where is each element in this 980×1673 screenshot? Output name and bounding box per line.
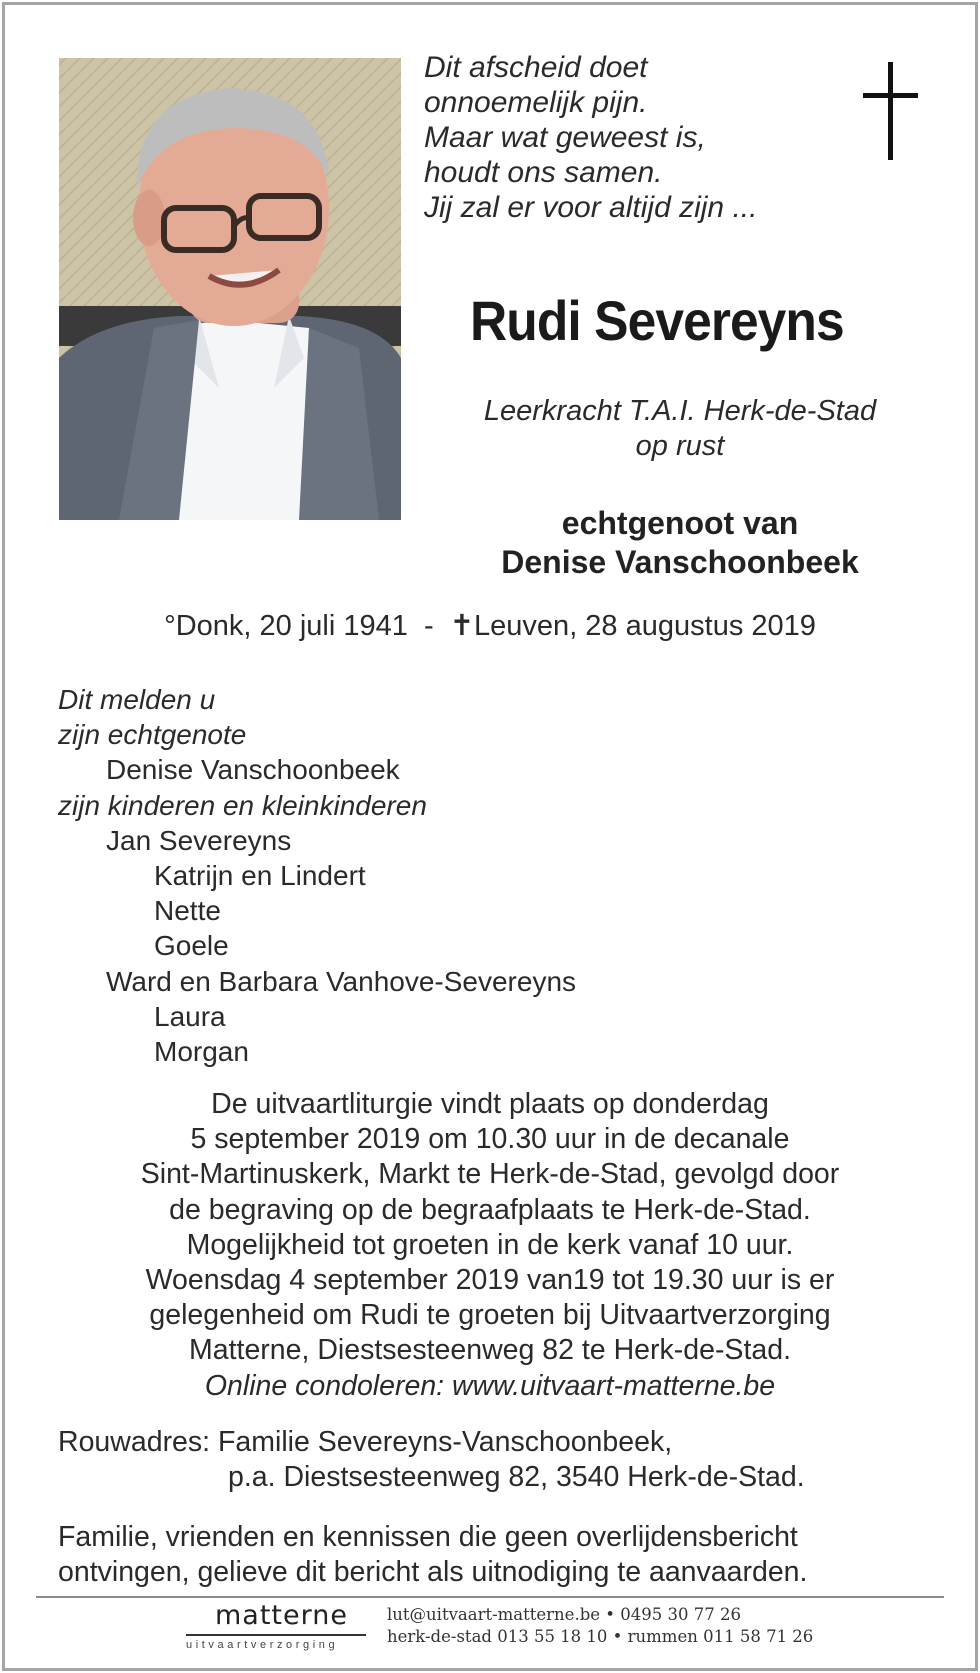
address-line: Rouwadres: Familie Severeyns-Vanschoonbeek,: [58, 1426, 673, 1458]
poem-line: Dit afscheid doet: [424, 51, 648, 84]
birth-death-dates: °Donk, 20 juli 1941 - ✝Leuven, 28 augustus 2019: [164, 610, 816, 642]
logo-subtitle: uitvaartverzorging: [186, 1639, 339, 1651]
family-member: Jan Severeyns: [106, 824, 292, 856]
poem: [424, 50, 757, 225]
funeral-line: Woensdag 4 september 2019 van19 tot 19.30 uur is er: [145, 1264, 835, 1297]
contact-line: herk-de-stad 013 55 18 10 • rummen 011 58 71 26: [387, 1627, 814, 1646]
contact-line: lut@uitvaart-matterne.be • 0495 30 77 26: [387, 1605, 741, 1624]
logo-underline: [186, 1634, 366, 1636]
occupation-line: op rust: [635, 430, 725, 462]
cross-icon: [862, 62, 922, 162]
family-member: Goele: [154, 930, 229, 962]
spouse: [420, 504, 940, 582]
family-member: zijn kinderen en kleinkinderen: [58, 789, 427, 821]
notice-line: Familie, vrienden en kennissen die geen overlijdensbericht: [58, 1521, 798, 1553]
poem-line: houdt ons samen.: [424, 156, 663, 189]
funeral-line: 5 september 2019 om 10.30 uur in de decanale: [190, 1123, 790, 1156]
spouse-line: echtgenoot van: [561, 505, 799, 541]
family-member: Nette: [154, 895, 221, 927]
family-member: Denise Vanschoonbeek: [106, 754, 400, 786]
poem-line: Maar wat geweest is,: [424, 121, 706, 154]
occupation: [420, 394, 940, 464]
family-member: Dit melden u: [58, 684, 216, 715]
mourning-address: [58, 1425, 805, 1495]
portrait-photo: [59, 58, 401, 520]
funeral-line: de begraving op de begraafplaats te Herk-de-Stad.: [169, 1193, 811, 1226]
poem-line: Jij zal er voor altijd zijn ...: [424, 191, 758, 224]
family-list: [58, 682, 576, 1069]
invitation-notice: [58, 1520, 807, 1590]
spouse-name: Denise Vanschoonbeek: [501, 544, 859, 580]
matterne-logo: matterne: [215, 1600, 348, 1631]
funeral-line: gelegenheid om Rudi te groeten bij Uitvaartverzorging: [149, 1299, 831, 1332]
funeral-line: De uitvaartliturgie vindt plaats op donderdag: [211, 1088, 769, 1120]
notice-line: ontvingen, gelieve dit bericht als uitnodiging te aanvaarden.: [58, 1556, 808, 1588]
address-line: p.a. Diestsesteenweg 82, 3540 Herk-de-Stad.: [228, 1461, 805, 1493]
funeral-line: Mogelijkheid tot groeten in de kerk vanaf 10 uur.: [186, 1228, 794, 1261]
family-member: zijn echtgenote: [58, 719, 247, 751]
funeral-info: [40, 1087, 940, 1404]
funeral-line: Sint-Martinuskerk, Markt te Herk-de-Stad, gevolgd door: [140, 1158, 840, 1191]
deceased-name: Rudi Severeyns: [470, 289, 844, 352]
funeral-line: Matterne, Diestsesteenweg 82 te Herk-de-Stad.: [189, 1334, 791, 1367]
family-member: Laura: [154, 1000, 226, 1032]
family-member: Ward en Barbara Vanhove-Severeyns: [106, 965, 577, 997]
occupation-line: Leerkracht T.A.I. Herk-de-Stad: [483, 395, 877, 427]
online-condolences: Online condoleren: www.uitvaart-matterne.be: [204, 1369, 776, 1402]
family-member: Morgan: [154, 1036, 249, 1068]
contact-info: [387, 1604, 813, 1648]
family-member: Katrijn en Lindert: [154, 860, 366, 892]
footer-divider: [36, 1596, 944, 1598]
poem-line: onnoemelijk pijn.: [424, 86, 648, 119]
